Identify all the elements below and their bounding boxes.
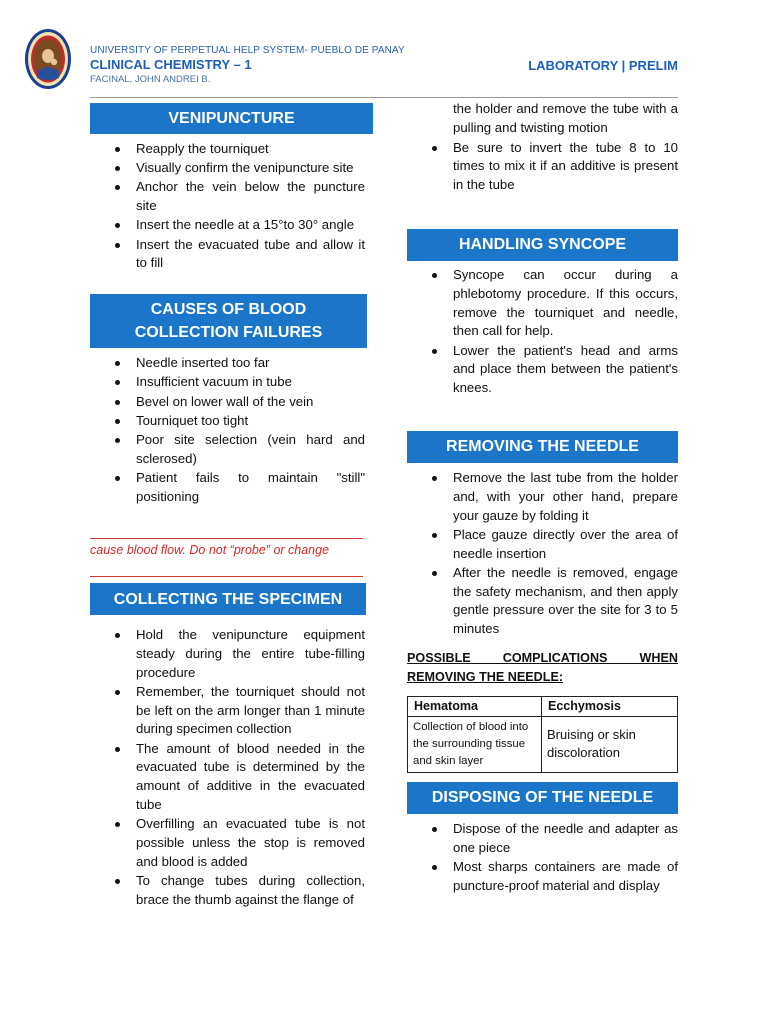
table-cell: Collection of blood into the surrounding tissue and skin layer (408, 716, 542, 772)
complications-title-line2: REMOVING THE NEEDLE: (407, 669, 564, 684)
collecting-section (90, 583, 365, 910)
page-header (0, 0, 768, 100)
list-item: After the needle is removed, engage the safety mechanism, and then apply gentle pressure over the site for 3 to 5 minutes (407, 564, 678, 639)
syncope-heading: HANDLING SYNCOPE (407, 229, 678, 261)
exam-label: LABORATORY | PRELIM (528, 58, 678, 73)
university-seal-icon (24, 28, 72, 90)
author-name: FACINAL, JOHN ANDREI B. (90, 74, 211, 85)
complications-heading (407, 649, 678, 687)
table-header-hematoma: Hematoma (408, 696, 542, 716)
list-item: To change tubes during collection, brace the thumb against the flange of (90, 872, 365, 910)
list-item: Anchor the vein below the puncture site (90, 178, 365, 216)
continued-text: the holder and remove the tube with a pulling and twisting motion (453, 101, 678, 135)
collecting-heading: COLLECTING THE SPECIMEN (90, 583, 366, 615)
list-item: Reapply the tourniquet (90, 140, 365, 159)
collecting-list (90, 626, 365, 910)
list-item: Dispose of the needle and adapter as one piece (407, 820, 678, 858)
continued-list (407, 100, 678, 138)
list-item: Insert the needle at a 15°to 30° angle (90, 216, 365, 235)
causes-list (90, 354, 365, 506)
causes-heading-line1: CAUSES OF BLOOD (150, 301, 307, 319)
header-divider (90, 97, 678, 98)
table-header-row (408, 696, 678, 716)
list-item: Insufficient vacuum in tube (90, 373, 365, 392)
venipuncture-list (90, 140, 365, 273)
venipuncture-heading: VENIPUNCTURE (90, 103, 373, 134)
list-item: Most sharps containers are made of puncture-proof material and display (407, 858, 678, 896)
disposing-list (407, 820, 678, 896)
causes-heading-line2: COLLECTION FAILURES (134, 324, 323, 342)
course-title: CLINICAL CHEMISTRY – 1 (90, 57, 252, 72)
list-item: Syncope can occur during a phlebotomy procedure. If this occurs, remove the tourniquet and needle, then call for help. (407, 266, 678, 341)
list-item: Tourniquet too tight (90, 412, 365, 431)
list-item: Remove the last tube from the holder and, with your other hand, prepare your gauze by folding it (407, 469, 678, 525)
list-item: Be sure to invert the tube 8 to 10 times to mix it if an additive is present in the tube (407, 139, 678, 195)
table-row (408, 716, 678, 772)
removing-list (407, 469, 678, 639)
list-item: The amount of blood needed in the evacuated tube is determined by the amount of additive in the evacuated tube (90, 740, 365, 815)
list-item: Patient fails to maintain "still" positioning (90, 469, 365, 507)
list-item: Insert the evacuated tube and allow it to fill (90, 236, 365, 274)
disposing-heading: DISPOSING OF THE NEEDLE (407, 782, 678, 814)
left-column (90, 103, 365, 507)
list-item: Lower the patient's head and arms and place them between the patient's knees. (407, 342, 678, 398)
complications-table (407, 696, 678, 773)
table-cell: Bruising or skin discoloration (542, 716, 678, 772)
list-item: Needle inserted too far (90, 354, 365, 373)
red-note: cause blood flow. Do not “probe” or change (90, 543, 330, 557)
list-item: Bevel on lower wall of the vein (90, 393, 365, 412)
list-item: Overfilling an evacuated tube is not possible unless the stop is removed and blood is added (90, 815, 365, 871)
list-item: Hold the venipuncture equipment steady during the entire tube-filling procedure (90, 626, 365, 682)
red-divider-bottom (90, 576, 363, 577)
list-item: Place gauze directly over the area of needle insertion (407, 526, 678, 564)
syncope-list (407, 266, 678, 398)
removing-heading: REMOVING THE NEEDLE (407, 431, 678, 463)
table-header-ecchymosis: Ecchymosis (542, 696, 678, 716)
causes-heading (90, 294, 367, 348)
continued-items (407, 139, 678, 195)
list-item: Remember, the tourniquet should not be left on the arm longer than 1 minute during specimen collection (90, 683, 365, 739)
list-item: Visually confirm the venipuncture site (90, 159, 365, 178)
red-divider-top (90, 538, 363, 539)
university-name: UNIVERSITY OF PERPETUAL HELP SYSTEM- PUEBLO DE PANAY (90, 45, 405, 56)
list-item: Poor site selection (vein hard and sclerosed) (90, 431, 365, 469)
complications-title-line1: POSSIBLE COMPLICATIONS WHEN (407, 650, 678, 665)
right-column (407, 100, 678, 896)
